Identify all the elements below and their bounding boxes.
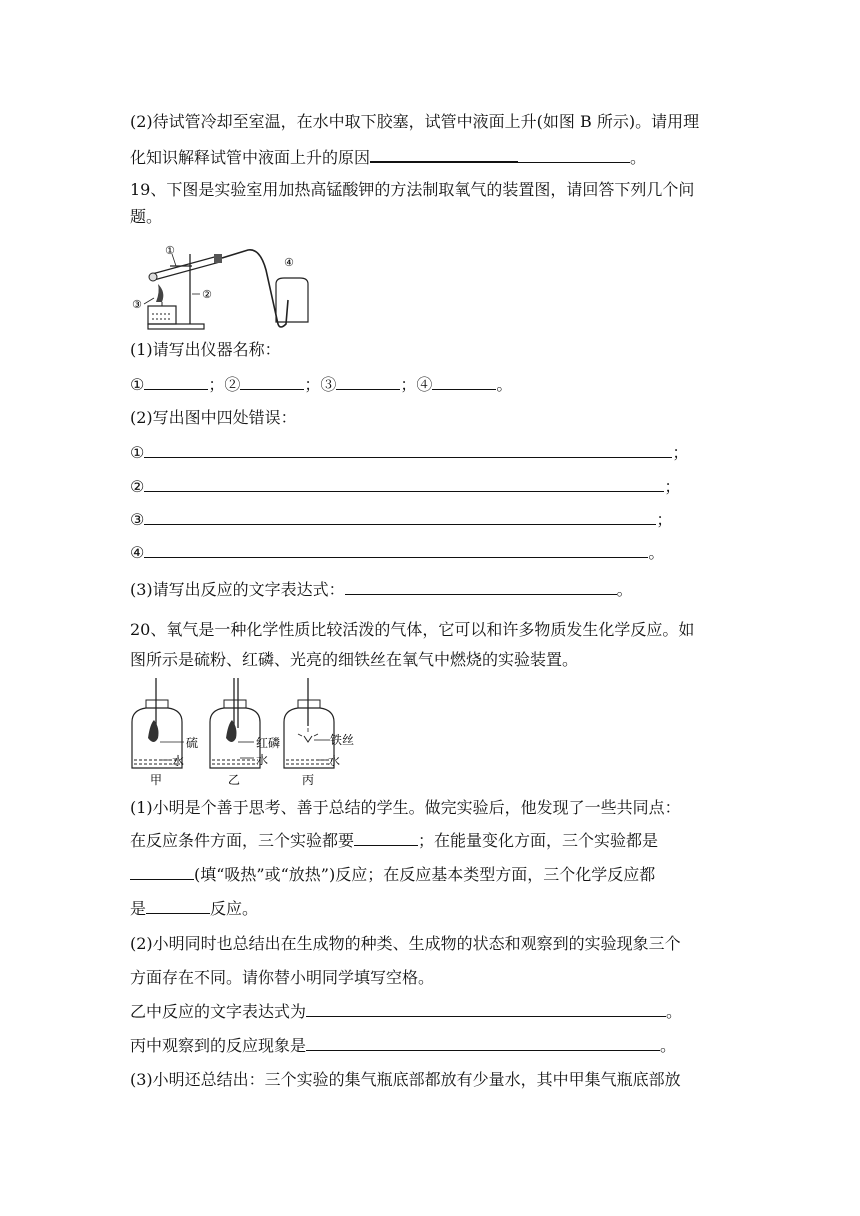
q20-sub2-bing	[130, 1034, 676, 1058]
combustion-jars-diagram	[130, 676, 370, 788]
q20-sub1-line2-text-a: 在反应条件方面，三个实验都要	[130, 831, 355, 850]
potassium-permanganate-apparatus-diagram	[130, 240, 310, 332]
item-number: ③	[130, 510, 145, 529]
label-4: ④	[284, 256, 294, 269]
q20-sub2-line2: 方面存在不同。请你替小明同学填写空格。	[130, 968, 435, 987]
q19-sub2-item-1	[130, 441, 688, 465]
q18-part2-line2	[130, 145, 646, 170]
item-end: ；	[672, 443, 689, 462]
item-number: ①	[130, 443, 145, 462]
q20-sub1-line4	[130, 897, 258, 921]
q20-stem-line1: 20、氧气是一种化学性质比较活泼的气体，它可以和许多物质发生化学反应。如	[130, 620, 695, 639]
q20-sub1-line4-text-b: 反应。	[210, 899, 259, 918]
answer-blank[interactable]	[146, 897, 210, 914]
blank-label-3: ；③	[304, 375, 337, 394]
item-number: ④	[130, 543, 145, 562]
q20-sub2-yi	[130, 1000, 682, 1024]
item-number: ②	[130, 477, 145, 496]
q19-sub2-title: (2)写出图中四处错误：	[130, 408, 297, 427]
label-2: ②	[202, 288, 212, 301]
item-end: ；	[656, 510, 673, 529]
q19-sub1-blanks	[130, 373, 512, 397]
q20-sub2-yi-suffix: 。	[666, 1002, 683, 1021]
q20-sub1-line1: (1)小明是个善于思考、善于总结的学生。做完实验后，他发现了一些共同点：	[130, 798, 681, 817]
q20-sub1-line2-text-b: ；在能量变化方面，三个实验都是	[418, 831, 659, 850]
answer-blank[interactable]	[144, 441, 672, 458]
answer-blank[interactable]	[144, 508, 656, 525]
q20-sub2-yi-prefix: 乙中反应的文字表达式为	[130, 1002, 307, 1021]
item-end: 。	[648, 543, 665, 562]
q18-part2-suffix: 。	[630, 148, 647, 167]
answer-blank[interactable]	[144, 541, 648, 558]
answer-blank[interactable]	[144, 475, 664, 492]
q20-sub1-line3	[130, 863, 655, 887]
q20-sub2-bing-suffix: 。	[660, 1036, 677, 1055]
q19-sub1-title: (1)请写出仪器名称：	[130, 340, 281, 359]
answer-blank[interactable]	[518, 146, 630, 163]
answer-blank[interactable]	[432, 373, 496, 390]
blank-label-1: ①	[130, 375, 145, 394]
q20-sub1-line2	[130, 829, 658, 853]
label-iron-wire: 铁丝	[330, 733, 355, 747]
q19-apparatus-figure	[130, 240, 310, 332]
answer-blank[interactable]	[240, 373, 304, 390]
label-1: ①	[165, 244, 175, 257]
label-water-yi: 水	[256, 753, 269, 767]
answer-blank[interactable]	[336, 373, 400, 390]
q20-stem-line2: 图所示是硫粉、红磷、光亮的细铁丝在氧气中燃烧的实验装置。	[130, 650, 579, 669]
q19-sub2-item-3	[130, 508, 672, 532]
q20-combustion-figure	[130, 676, 370, 788]
answer-blank[interactable]	[144, 373, 208, 390]
label-jia: 甲	[150, 773, 163, 787]
q19-sub2-item-4	[130, 541, 664, 565]
answer-blank[interactable]	[354, 829, 418, 846]
q19-stem-line1: 19、下图是实验室用加热高锰酸钾的方法制取氧气的装置图，请回答下列几个问	[130, 180, 695, 199]
answer-blank[interactable]	[370, 145, 518, 163]
q18-part2-prefix: 化知识解释试管中液面上升的原因	[130, 148, 371, 167]
label-sulfur: 硫	[186, 736, 199, 750]
blank-label-4: ；④	[400, 375, 433, 394]
label-water-bing: 水	[328, 754, 341, 768]
answer-blank[interactable]	[306, 1000, 666, 1017]
q20-sub1-line4-text-a: 是	[130, 899, 147, 918]
answer-blank[interactable]	[306, 1034, 660, 1051]
label-yi: 乙	[228, 773, 241, 787]
q19-stem-line2: 题。	[130, 207, 163, 226]
label-water-jia: 水	[172, 754, 185, 768]
item-end: ；	[664, 477, 681, 496]
q20-sub3-line1: (3)小明还总结出：三个实验的集气瓶底部都放有少量水，其中甲集气瓶底部放	[130, 1070, 681, 1089]
q20-sub2-bing-prefix: 丙中观察到的反应现象是	[130, 1036, 307, 1055]
blank-label-2: ；②	[208, 375, 241, 394]
q19-sub3-suffix: 。	[616, 580, 633, 599]
label-3: ③	[132, 298, 142, 311]
label-bing: 丙	[302, 773, 315, 787]
q19-sub3	[130, 578, 633, 602]
q20-sub2-line1: (2)小明同时也总结出在生成物的种类、生成物的状态和观察到的实验现象三个	[130, 934, 681, 953]
q20-sub1-line3-text: (填“吸热”或“放热”)反应；在反应基本类型方面，三个化学反应都	[194, 865, 656, 884]
label-red-phosphorus: 红磷	[256, 736, 281, 750]
answer-blank[interactable]	[130, 863, 194, 880]
answer-blank[interactable]	[345, 578, 617, 595]
q19-sub2-item-2	[130, 475, 680, 499]
q19-sub3-prefix: (3)请写出反应的文字表达式：	[130, 580, 345, 599]
q18-part2-line1: (2)待试管冷却至室温，在水中取下胶塞，试管中液面上升(如图 B 所示)。请用理	[130, 112, 700, 131]
blank-end: 。	[496, 375, 513, 394]
